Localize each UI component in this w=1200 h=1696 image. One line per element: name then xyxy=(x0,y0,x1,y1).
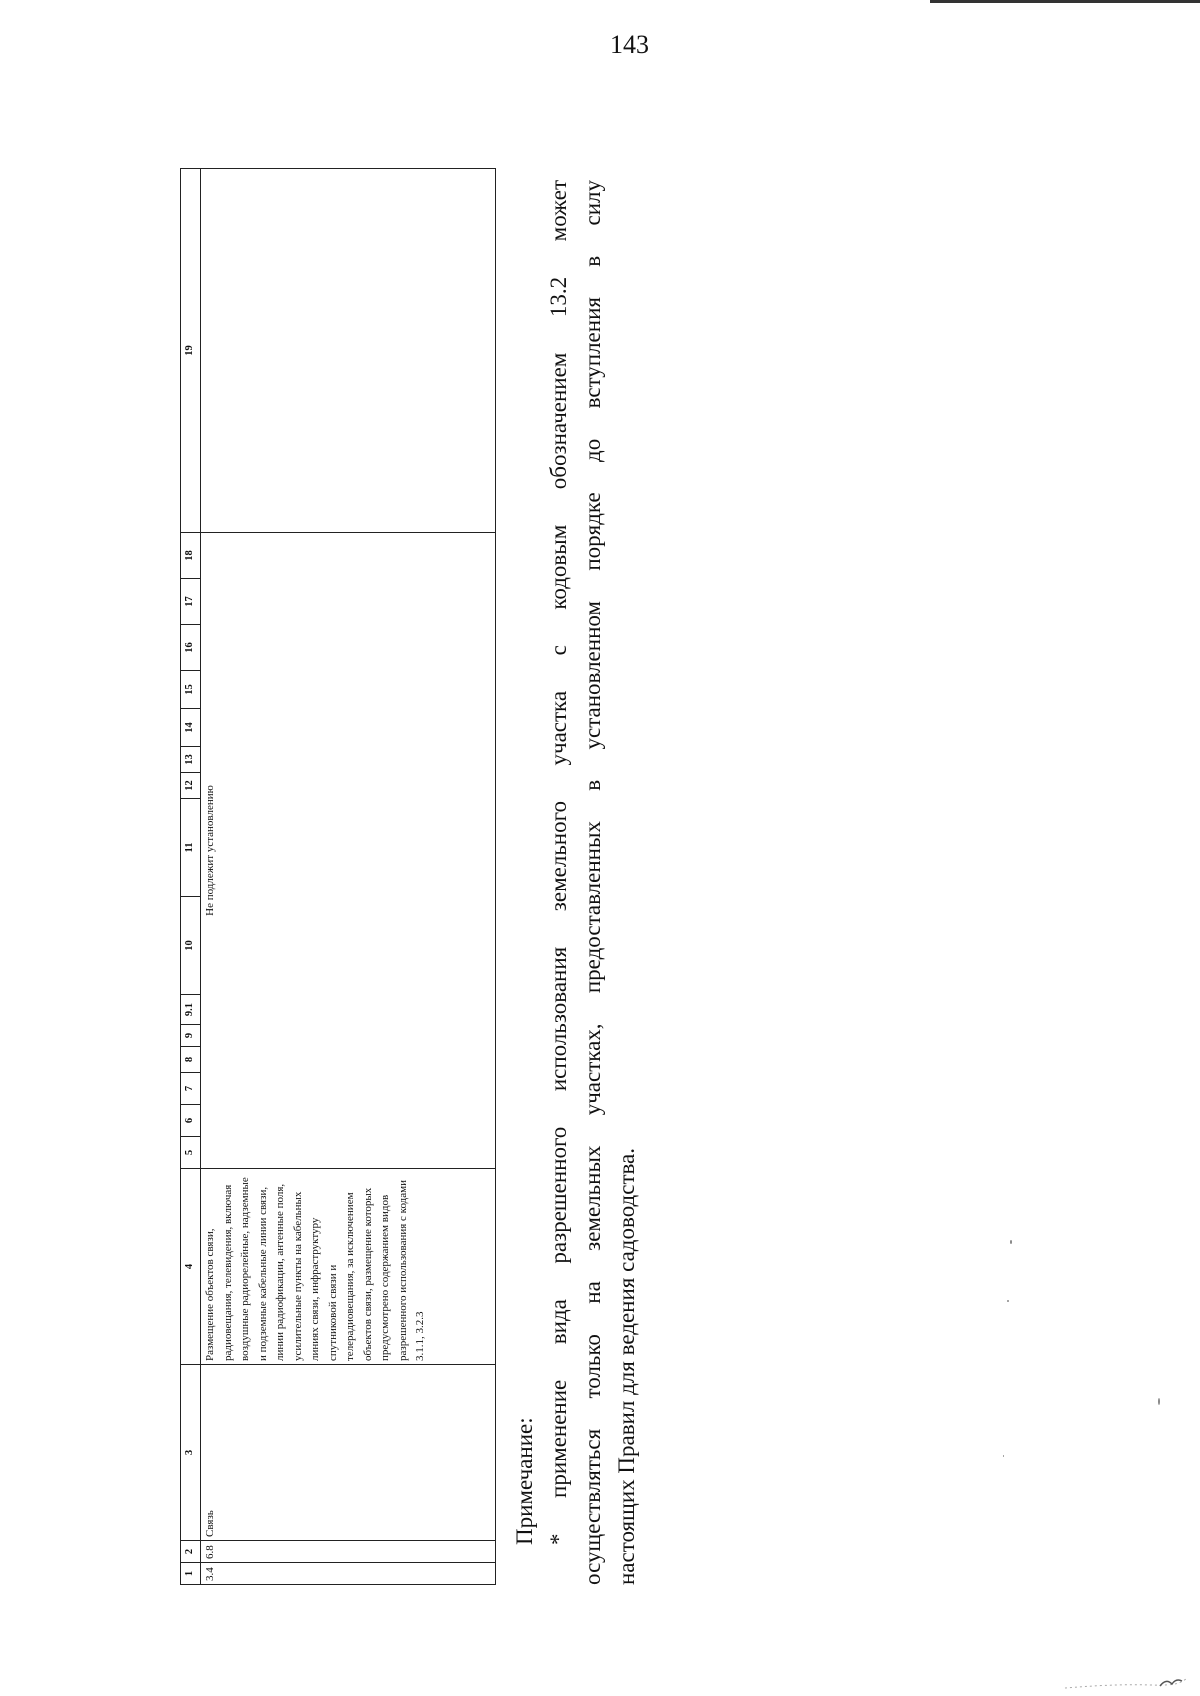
column-number: 9.1 xyxy=(181,995,201,1025)
cell-parameters-merged: Не подлежит установлению xyxy=(201,533,496,1169)
scan-speck xyxy=(1158,1398,1160,1405)
cell-use-code: 6.8 xyxy=(201,1541,496,1563)
column-number: 1 xyxy=(181,1563,201,1585)
scan-speck xyxy=(1010,1240,1012,1244)
column-number: 19 xyxy=(181,169,201,533)
column-number: 2 xyxy=(181,1541,201,1563)
column-number: 10 xyxy=(181,897,201,995)
cell-use-name: Связь xyxy=(201,1365,496,1541)
column-number: 18 xyxy=(181,533,201,579)
column-number: 16 xyxy=(181,625,201,671)
column-number: 13 xyxy=(181,747,201,773)
footnote-line: осуществляться только на земельных участках, предоставленных в установленном порядке до вступления в силу xyxy=(580,180,605,1585)
column-number: 12 xyxy=(181,773,201,799)
column-number: 14 xyxy=(181,709,201,747)
column-number: 3 xyxy=(181,1365,201,1541)
column-number: 4 xyxy=(181,1169,201,1365)
column-number: 8 xyxy=(181,1047,201,1073)
land-use-table xyxy=(180,168,496,1585)
footnote xyxy=(508,180,644,1585)
column-number: 15 xyxy=(181,671,201,709)
footnote-line: настоящих Правил для ведения садоводства. xyxy=(614,1147,639,1585)
top-rule xyxy=(930,0,1200,3)
rotated-landscape-content xyxy=(180,175,640,1585)
column-number: 7 xyxy=(181,1073,201,1105)
cell-use-description: Размещение объектов связи, радиовещания, телевидения, включая воздушные радиорелейные, надземные и подземные кабельные линии связи, линии радиофикации, антенные поля, усилительные пункты на кабельных линиях связи, инфраструктуру спутниковой связи и телерадиовещания, за исключением объектов связи, размещение которых предусмотрено содержанием видов разрешенного использования с кодами 3.1.1, 3.2.3 xyxy=(201,1169,496,1365)
cell-empty xyxy=(201,169,496,533)
table-header-row xyxy=(181,169,201,1585)
column-number: 17 xyxy=(181,579,201,625)
scan-speck xyxy=(1003,1455,1004,1457)
column-number: 11 xyxy=(181,799,201,897)
scan-speck xyxy=(1007,1300,1009,1302)
footnote-title: Примечание: xyxy=(512,1417,537,1545)
column-number: 9 xyxy=(181,1025,201,1047)
table-row xyxy=(201,169,496,1585)
footnote-line: * применение вида разрешенного использования земельного участка с кодовым обозначением 13.2 может xyxy=(546,180,571,1545)
column-number: 6 xyxy=(181,1105,201,1137)
page-number: 143 xyxy=(610,30,649,59)
column-number: 5 xyxy=(181,1137,201,1169)
scan-smudge xyxy=(1060,1672,1190,1692)
cell-zone-code: 3.4 xyxy=(201,1563,496,1585)
